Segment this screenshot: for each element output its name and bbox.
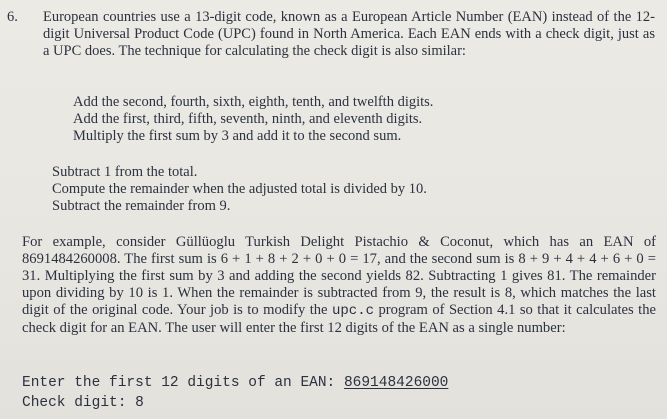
prompt-text: Enter the first 12 digits of an EAN: (22, 375, 344, 391)
exercise-intro: European countries use a 13-digit code, known as a European Article Number (EAN) instead of the 12-digit Universal Product Code (UPC) found in North America. Each EAN ends with a check digit, just as a UPC does. The technique for calculating the check digit is also similar: (43, 9, 655, 59)
inline-code-filename: upc.c (331, 303, 374, 320)
output-line (22, 393, 582, 413)
step-item: Add the second, fourth, sixth, eighth, tenth, and twelfth digits. (73, 94, 434, 110)
step-item: Subtract the remainder from 9. (52, 197, 231, 214)
step-item: Subtract 1 from the total. (52, 164, 198, 180)
prompt-line (22, 373, 582, 393)
result-value: 8 (135, 395, 144, 411)
sample-session (22, 373, 582, 413)
worked-example (22, 234, 656, 338)
step-item: Multiply the first sum by 3 and add it to the second sum. (73, 127, 402, 144)
user-input-value: 869148426000 (343, 375, 449, 391)
exercise-number: 6. (7, 9, 18, 25)
step-item: Add the first, third, fifth, seventh, ninth, and eleventh digits. (73, 110, 423, 127)
example-text-start: For example, consider Güllüoglu Turkish Delight Pistachio & Coconut, which has an EAN of 8691484260008. The first sum is 6 + 1 + 8 + 2 + 0 + 0 = 17, and the second sum is 8 + 9 + 4 + 4 + 6 + 0 = 31. Multiplying the first sum by 3 and adding the second yields 82. Subtracting 1 gives 81. The remainder upon dividing by 10 is 1. When the remainder is subtracted from 9, the result is 8, which matches the last digit of the original code. Your job is to modify the (22, 234, 656, 319)
step-item: Compute the remainder when the adjusted total is divided by 10. (52, 180, 427, 197)
example-text-end: program of Section 4.1 so that it calculates the check digit for an EAN. The user will enter the first 12 digits of the EAN as a single number: (22, 302, 656, 337)
steps-group-1 (73, 94, 633, 144)
steps-group-2 (52, 164, 632, 214)
result-label: Check digit: (22, 395, 136, 411)
